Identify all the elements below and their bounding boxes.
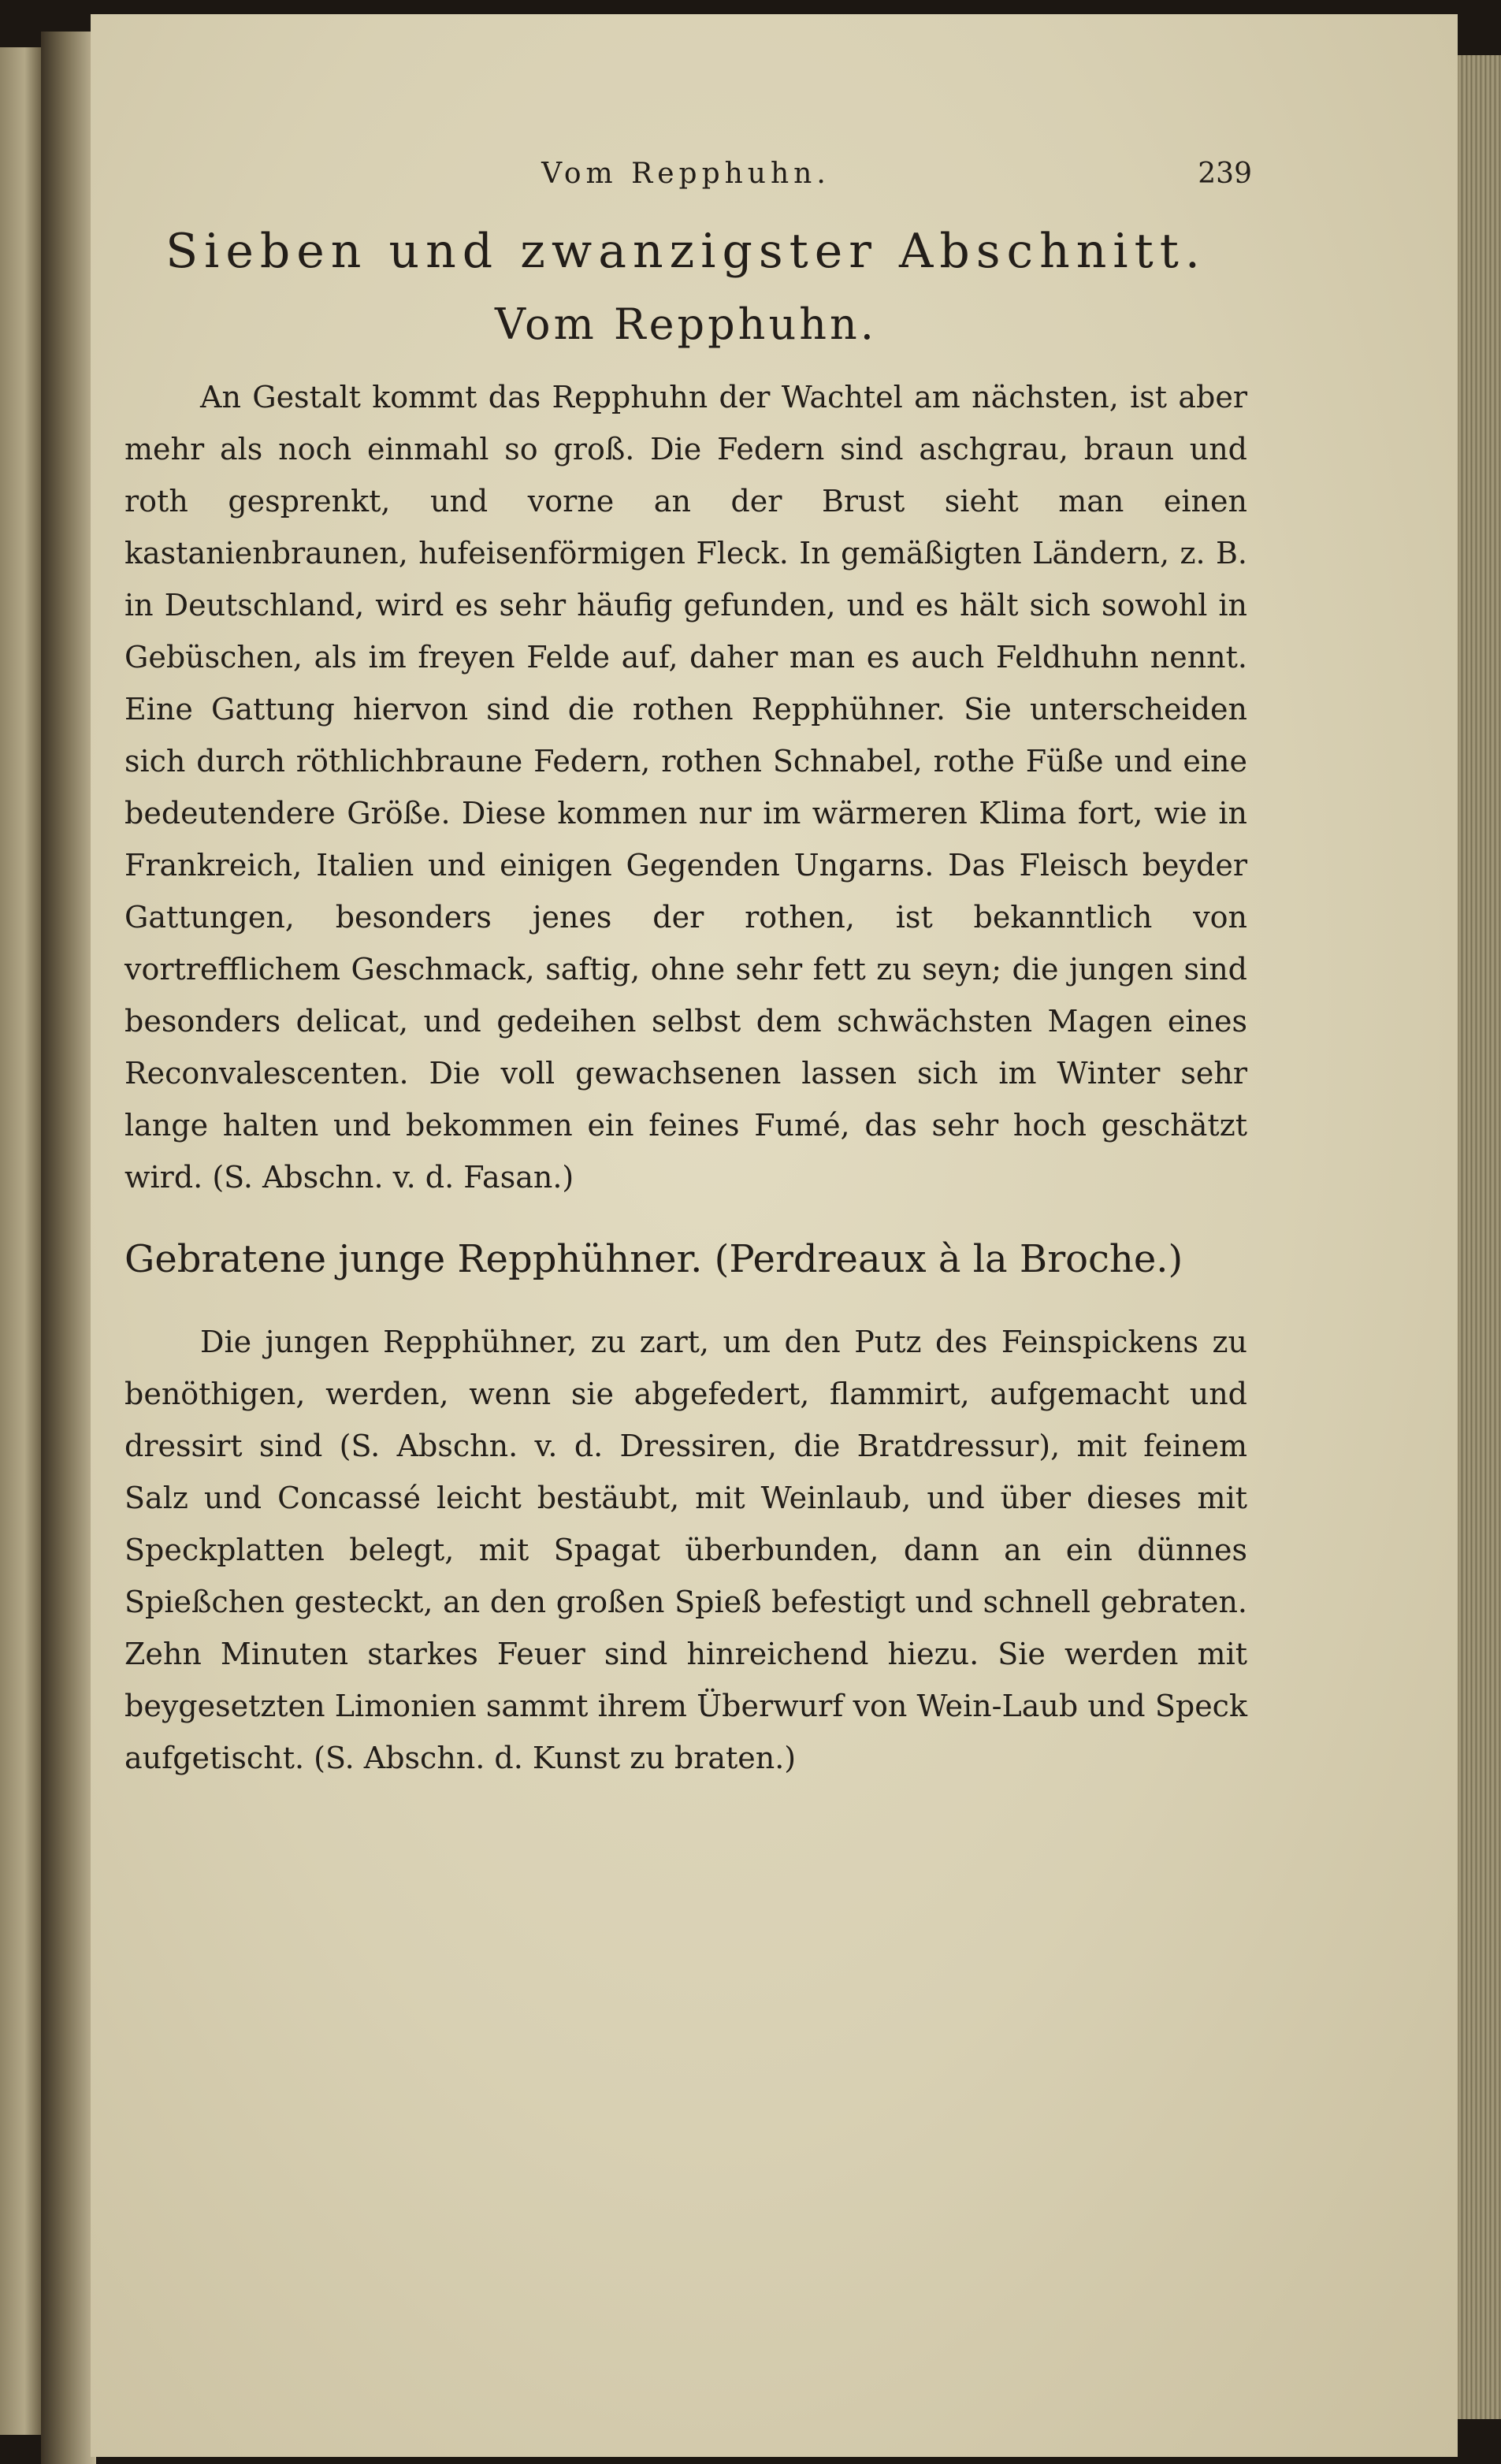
- running-head: Vom Repphuhn.: [541, 158, 830, 190]
- chapter-title: Sieben und zwanzigster Abschnitt.: [165, 224, 1206, 279]
- page-content: [124, 150, 1252, 1784]
- book-gutter: [41, 32, 96, 2464]
- page-header: [124, 150, 1252, 205]
- facing-page-edge: [0, 47, 41, 2435]
- recipe-paragraph: Die jungen Repphühner, zu zart, um den Putz des Feinspickens zu benöthigen, werden, wenn sie abgefedert, flammirt, aufgemacht und dressirt sind (S. Abschn. v. d. Dressiren, die Bratdressur), mit feinem Salz und Concassé leicht bestäubt, mit Weinlaub, und über dieses mit Speckplatten belegt, mit Spagat überbunden, dann an ein dünnes Spießchen gesteckt, an den großen Spieß befestigt und schnell gebraten. Zehn Minuten starkes Feuer sind hinreichend hiezu. Sie werden mit beygesetzten Limonien sammt ihrem Überwurf von Wein-Laub und Speck aufgetischt. (S. Abschn. d. Kunst zu braten.): [124, 1324, 1247, 1775]
- recipe-title: Gebratene junge Repphühner. (Perdreaux à la Broche.): [124, 1237, 1183, 1282]
- page-block-edge: [1458, 55, 1501, 2419]
- section-title: Vom Repphuhn.: [495, 299, 877, 349]
- page-number: 239: [1198, 158, 1252, 190]
- chapter-paragraph: An Gestalt kommt das Repphuhn der Wachtel am nächsten, ist aber mehr als noch einmahl so groß. Die Federn sind aschgrau, braun und roth gesprenkt, und vorne an der Brust sieht man einen kastanienbraunen, hufeisenförmigen Fleck. In gemäßigten Ländern, z. B. in Deutschland, wird es sehr häufig gefunden, und es hält sich sowohl in Gebüschen, als im freyen Felde auf, daher man es auch Feldhuhn nennt. Eine Gattung hiervon sind die rothen Repphühner. Sie unterscheiden sich durch röthlichbraune Federn, rothen Schnabel, rothe Füße und eine bedeutendere Größe. Diese kommen nur im wärmeren Klima fort, wie in Frankreich, Italien und einigen Gegenden Ungarns. Das Fleisch beyder Gattungen, besonders jenes der rothen, ist bekanntlich von vortrefflichem Geschmack, saftig, ohne sehr fett zu seyn; die jungen sind besonders delicat, und gedeihen selbst dem schwächsten Magen eines Reconvalescenten. Die voll gewachsenen lassen sich im Winter sehr lange halten und bekommen ein feines Fumé, das sehr hoch geschätzt wird. (S. Abschn. v. d. Fasan.): [124, 380, 1247, 1195]
